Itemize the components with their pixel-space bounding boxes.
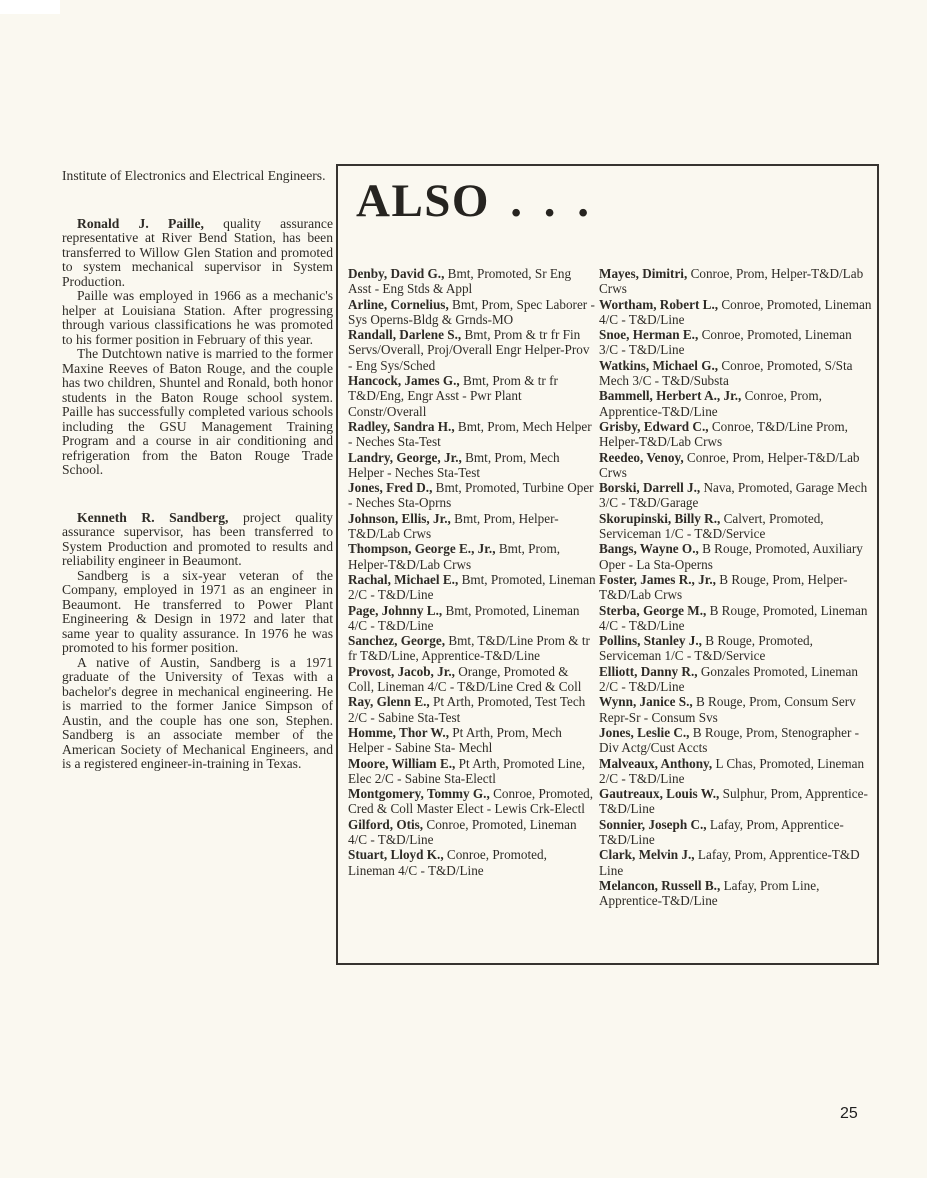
personnel-name: Mayes, Dimitri, bbox=[599, 266, 688, 281]
personnel-details: Bmt, Prom, Mech Helper - Neches Sta-Test bbox=[348, 418, 592, 450]
personnel-details: B Rouge, Prom, Stenographer - Div Actg/Cust Accts bbox=[599, 724, 860, 756]
paragraph-text: Sandberg is a six-year veteran of the Company, employed in 1971 as an engineer in Beaumont. He transferred to Power Plant Engineering & Design in 1972 and later that same year to quality assurance. In 1976 he was promoted to his former position. bbox=[62, 567, 333, 655]
left-text-column bbox=[62, 169, 333, 772]
personnel-entry bbox=[599, 786, 872, 817]
personnel-details: Bmt, Prom, Helper-T&D/Lab Crws bbox=[348, 541, 560, 572]
article-paragraph bbox=[62, 569, 333, 656]
personnel-details: Bmt, Promoted, Turbine Oper - Neches Sta-Oprns bbox=[348, 480, 594, 511]
personnel-entry bbox=[348, 633, 597, 664]
personnel-entry bbox=[348, 603, 597, 634]
personnel-name: Jones, Leslie C., bbox=[599, 724, 690, 740]
personnel-entry bbox=[348, 786, 597, 817]
personnel-entry bbox=[348, 817, 597, 848]
personnel-details: Nava, Promoted, Garage Mech 3/C - T&D/Garage bbox=[599, 480, 868, 511]
personnel-details: Pt Arth, Promoted, Test Tech 2/C - Sabine Sta-Test bbox=[348, 694, 586, 725]
personnel-details: Pt Arth, Prom, Mech Helper - Sabine Sta- Mechl bbox=[348, 724, 562, 756]
personnel-entry bbox=[599, 603, 872, 634]
personnel-details: Conroe, Promoted, Lineman 4/C - T&D/Line bbox=[348, 816, 577, 847]
personnel-details: Gonzales Promoted, Lineman 2/C - T&D/Line bbox=[599, 663, 858, 695]
personnel-entry bbox=[348, 327, 597, 373]
personnel-entry bbox=[599, 847, 872, 878]
personnel-entry bbox=[599, 480, 872, 511]
personnel-details: Bmt, Prom, Spec Laborer - Sys Operns-Bldg & Grnds-MO bbox=[348, 296, 595, 327]
personnel-name: Wynn, Janice S., bbox=[599, 694, 693, 710]
personnel-entry bbox=[348, 480, 597, 511]
paragraph-text: The Dutchtown native is married to the former Maxine Reeves of Baton Rouge, and the couple has two children, Shuntel and Ronald, both honor students in the Baton Rouge school system. Paille has successfully completed various schools including the GSU Management Training Program and a course in air conditioning and refrigeration from the Baton Rouge Trade School. bbox=[62, 346, 333, 477]
personnel-name: Hancock, James G., bbox=[348, 373, 460, 389]
personnel-entry bbox=[599, 572, 872, 603]
personnel-details: B Rouge, Prom, Helper-T&D/Lab Crws bbox=[599, 571, 848, 603]
personnel-details: L Chas, Promoted, Lineman 2/C - T&D/Line bbox=[599, 755, 865, 786]
personnel-details: Lafay, Prom, Apprentice-T&D/Line bbox=[599, 816, 844, 847]
personnel-entry bbox=[599, 327, 872, 358]
personnel-entry bbox=[348, 373, 597, 419]
personnel-name: Foster, James R., Jr., bbox=[599, 571, 716, 587]
personnel-details: Bmt, Prom & tr fr Fin Servs/Overall, Proj/Overall Engr Helper-Prov - Eng Sys/Sched bbox=[348, 327, 590, 373]
personnel-name: Snoe, Herman E., bbox=[599, 327, 699, 343]
personnel-name: Homme, Thor W., bbox=[348, 724, 449, 740]
personnel-entry bbox=[599, 511, 872, 542]
personnel-name: Sonnier, Joseph C., bbox=[599, 816, 707, 832]
personnel-name: Johnson, Ellis, Jr., bbox=[348, 510, 451, 526]
personnel-entry bbox=[599, 664, 872, 695]
personnel-name: Arline, Cornelius, bbox=[348, 296, 449, 312]
personnel-details: Lafay, Prom, Apprentice-T&D Line bbox=[599, 847, 860, 878]
personnel-details: Bmt, Prom, Helper-T&D/Lab Crws bbox=[348, 510, 559, 542]
article-paragraph bbox=[62, 511, 333, 569]
personnel-name: Gautreaux, Louis W., bbox=[599, 786, 720, 802]
personnel-name: Melancon, Russell B., bbox=[599, 877, 721, 893]
personnel-entry bbox=[348, 266, 597, 297]
personnel-name: Ray, Glenn E., bbox=[348, 694, 430, 710]
personnel-name: Watkins, Michael G., bbox=[599, 357, 719, 373]
personnel-details: Conroe, Prom, Helper-T&D/Lab Crws bbox=[599, 449, 860, 480]
personnel-name: Montgomery, Tommy G., bbox=[348, 786, 490, 802]
article-paragraph bbox=[62, 656, 333, 772]
personnel-details: B Rouge, Promoted, Serviceman 1/C - T&D/Service bbox=[599, 633, 813, 664]
personnel-entry bbox=[348, 450, 597, 481]
personnel-entry bbox=[599, 388, 872, 419]
article-paragraph bbox=[62, 347, 333, 478]
personnel-details: Conroe, T&D/Line Prom, Helper-T&D/Lab Crws bbox=[599, 418, 848, 450]
personnel-name: Bangs, Wayne O., bbox=[599, 541, 699, 557]
paragraph-text: Paille was employed in 1966 as a mechanic's helper at Louisiana Station. After progressing through various classifications he was promoted to his former position in February of this year. bbox=[62, 288, 333, 347]
personnel-details: Bmt, T&D/Line Prom & tr fr T&D/Line, Apprentice-T&D/Line bbox=[348, 633, 590, 664]
personnel-entry bbox=[348, 847, 597, 878]
personnel-details: Sulphur, Prom, Apprentice-T&D/Line bbox=[599, 786, 868, 817]
personnel-details: Conroe, Promoted, S/Sta Mech 3/C - T&D/Substa bbox=[599, 357, 853, 389]
personnel-details: Calvert, Promoted, Serviceman 1/C - T&D/Service bbox=[599, 510, 824, 542]
personnel-details: Conroe, Promoted, Lineman 3/C - T&D/Line bbox=[599, 327, 852, 358]
personnel-entry bbox=[599, 878, 872, 909]
also-section-box bbox=[336, 164, 879, 965]
personnel-details: B Rouge, Promoted, Auxiliary Oper - La Sta-Operns bbox=[599, 541, 863, 572]
personnel-name: Moore, William E., bbox=[348, 755, 456, 771]
personnel-details: Bmt, Promoted, Lineman 4/C - T&D/Line bbox=[348, 602, 580, 633]
scan-edge-artifact bbox=[0, 0, 60, 14]
personnel-entry bbox=[348, 664, 597, 695]
personnel-entry bbox=[348, 511, 597, 542]
page-number: 25 bbox=[840, 1105, 858, 1122]
personnel-entry bbox=[599, 358, 872, 389]
personnel-entry bbox=[599, 817, 872, 848]
personnel-name: Malveaux, Anthony, bbox=[599, 755, 713, 771]
personnel-name: Radley, Sandra H., bbox=[348, 418, 455, 434]
personnel-details: B Rouge, Promoted, Lineman 4/C - T&D/Line bbox=[599, 602, 868, 633]
personnel-entry bbox=[348, 297, 597, 328]
personnel-details: Conroe, Prom, Apprentice-T&D/Line bbox=[599, 388, 822, 419]
personnel-entry bbox=[599, 541, 872, 572]
personnel-name: Stuart, Lloyd K., bbox=[348, 847, 444, 863]
personnel-entry bbox=[348, 694, 597, 725]
personnel-name: Gilford, Otis, bbox=[348, 816, 424, 832]
personnel-name: Skorupinski, Billy R., bbox=[599, 510, 721, 526]
personnel-details: B Rouge, Prom, Consum Serv Repr-Sr - Consum Svs bbox=[599, 694, 856, 725]
personnel-entry bbox=[599, 756, 872, 787]
personnel-entry bbox=[348, 756, 597, 787]
personnel-details: Pt Arth, Promoted Line, Elec 2/C - Sabine Sta-Electl bbox=[348, 755, 586, 786]
article-ronald-paille bbox=[62, 217, 333, 478]
personnel-name: Jones, Fred D., bbox=[348, 480, 433, 496]
personnel-listing-column-2 bbox=[599, 266, 872, 908]
personnel-name: Landry, George, Jr., bbox=[348, 449, 462, 465]
personnel-name: Pollins, Stanley J., bbox=[599, 633, 702, 649]
personnel-entry bbox=[599, 297, 872, 328]
personnel-entry bbox=[599, 725, 872, 756]
personnel-entry bbox=[599, 266, 872, 297]
personnel-details: Bmt, Promoted, Sr Eng Asst - Eng Stds & Appl bbox=[348, 266, 572, 297]
personnel-entry bbox=[599, 633, 872, 664]
personnel-name: Page, Johnny L., bbox=[348, 602, 443, 618]
personnel-entry bbox=[348, 541, 597, 572]
personnel-name: Denby, David G., bbox=[348, 266, 445, 281]
personnel-name: Bammell, Herbert A., Jr., bbox=[599, 388, 742, 404]
personnel-entry bbox=[599, 694, 872, 725]
article-paragraph bbox=[62, 289, 333, 347]
personnel-details: Bmt, Prom, Mech Helper - Neches Sta-Test bbox=[348, 449, 560, 480]
personnel-entry bbox=[599, 450, 872, 481]
personnel-name: Borski, Darrell J., bbox=[599, 480, 701, 496]
personnel-entry bbox=[348, 419, 597, 450]
article-kenneth-sandberg bbox=[62, 511, 333, 772]
personnel-name: Randall, Darlene S., bbox=[348, 327, 462, 343]
personnel-name: Wortham, Robert L., bbox=[599, 296, 719, 312]
personnel-name: Reedeo, Venoy, bbox=[599, 449, 684, 465]
personnel-details: Bmt, Promoted, Lineman 2/C - T&D/Line bbox=[348, 571, 596, 603]
personnel-details: Conroe, Prom, Helper-T&D/Lab Crws bbox=[599, 266, 864, 297]
personnel-details: Conroe, Promoted, Cred & Coll Master Elect - Lewis Crk-Electl bbox=[348, 786, 594, 817]
article-continuation-text: Institute of Electronics and Electrical Engineers. bbox=[62, 168, 326, 183]
person-name-lead: Kenneth R. Sandberg, bbox=[77, 509, 229, 525]
personnel-name: Clark, Melvin J., bbox=[599, 847, 695, 863]
also-section-title: ALSO . . . bbox=[356, 175, 591, 227]
personnel-name: Sanchez, George, bbox=[348, 633, 446, 649]
personnel-name: Grisby, Edward C., bbox=[599, 418, 709, 434]
personnel-details: Bmt, Prom & tr fr T&D/Eng, Engr Asst - Pwr Plant Constr/Overall bbox=[348, 373, 558, 419]
personnel-details: Conroe, Promoted, Lineman 4/C - T&D/Line bbox=[348, 847, 547, 878]
personnel-entry bbox=[599, 419, 872, 450]
paragraph-text: project quality assurance supervisor, has been transferred to System Production and promoted to results and reliability engineer in Beaumont. bbox=[62, 509, 333, 568]
personnel-name: Thompson, George E., Jr., bbox=[348, 541, 496, 557]
paragraph-text: quality assurance representative at River Bend Station, has been transferred to Willow Glen Station and promoted to system mechanical supervisor in System Production. bbox=[62, 215, 333, 289]
person-name-lead: Ronald J. Paille, bbox=[77, 215, 204, 231]
personnel-name: Rachal, Michael E., bbox=[348, 571, 459, 587]
personnel-name: Elliott, Danny R., bbox=[599, 663, 698, 679]
personnel-details: Conroe, Promoted, Lineman 4/C - T&D/Line bbox=[599, 296, 872, 327]
article-paragraph bbox=[62, 217, 333, 290]
personnel-name: Provost, Jacob, Jr., bbox=[348, 663, 455, 679]
scan-edge-artifact bbox=[0, 1178, 927, 1200]
personnel-name: Sterba, George M., bbox=[599, 602, 707, 618]
personnel-entry bbox=[348, 725, 597, 756]
paragraph-text: A native of Austin, Sandberg is a 1971 graduate of the University of Texas with a bachelor's degree in mechanical engineering. He is married to the former Janice Simpson of Austin, and the couple has one son, Stephen. Sandberg is an associate member of the American Society of Mechanical Engineers, and is a registered engineer-in-training in Texas. bbox=[62, 654, 333, 771]
personnel-details: Orange, Promoted & Coll, Lineman 4/C - T&D/Line Cred & Coll bbox=[348, 663, 582, 695]
personnel-entry bbox=[348, 572, 597, 603]
personnel-details: Lafay, Prom Line, Apprentice-T&D/Line bbox=[599, 877, 820, 909]
personnel-listing-column-1 bbox=[348, 266, 597, 878]
